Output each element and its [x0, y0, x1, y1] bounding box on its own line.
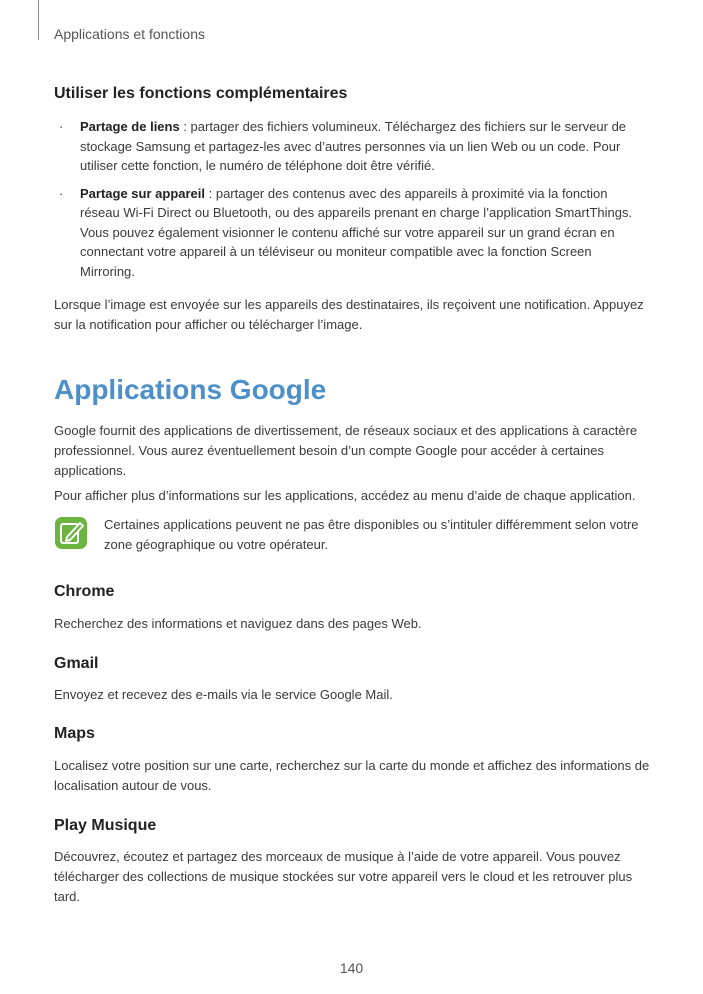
bullet-term: Partage sur appareil [80, 185, 205, 201]
app-title-play-music: Play Musique [54, 817, 157, 834]
list-item [54, 117, 644, 176]
header-rule [38, 0, 39, 40]
google-intro: Google fournit des applications de divertissement, de réseaux sociaux et des applications à caractère professionnel. Vous aurez éventuellement besoin d’un compte Google pour accéder à certaines applications. [54, 423, 638, 478]
bullet-text: : partager des fichiers volumineux. Téléchargez des fichiers sur le serveur de stockage Samsung et partagez-les avec d’autres personnes via un lien Web ou un code. Pour utiliser cette fonction, le numéro de téléphone doit être vérifié. [80, 119, 627, 173]
note-pen-icon [54, 516, 88, 550]
section-title: Utiliser les fonctions complémentaires [54, 85, 348, 102]
app-desc-chrome: Recherchez des informations et naviguez dans des pages Web. [54, 616, 422, 631]
app-desc-gmail: Envoyez et recevez des e-mails via le service Google Mail. [54, 687, 393, 702]
bullet-list [54, 117, 644, 289]
google-apps-title: Applications Google [54, 374, 327, 405]
note-text: Certaines applications peuvent ne pas être disponibles ou s’intituler différemment selon votre zone géographique ou votre opérateur. [104, 517, 639, 552]
app-title-maps: Maps [54, 725, 95, 742]
header-title: Applications et fonctions [54, 26, 205, 42]
app-desc-play-music: Découvrez, écoutez et partagez des morceaux de musique à l’aide de votre appareil. Vous pouvez télécharger des collections de musique stockées sur votre appareil vers le cloud et les retrouver plus tard. [54, 849, 633, 904]
page-number: 140 [339, 960, 364, 976]
list-item [54, 184, 644, 282]
notification-paragraph: Lorsque l’image est envoyée sur les appareils des destinataires, ils reçoivent une notification. Appuyez sur la notification pour afficher ou télécharger l’image. [54, 297, 644, 332]
bullet-term: Partage de liens [80, 119, 180, 134]
google-help: Pour afficher plus d’informations sur les applications, accédez au menu d’aide de chaque application. [54, 488, 636, 503]
app-title-gmail: Gmail [54, 655, 99, 672]
bullet-dot: · [59, 185, 64, 201]
app-title-chrome: Chrome [54, 583, 115, 600]
app-desc-maps: Localisez votre position sur une carte, recherchez sur la carte du monde et affichez des informations de localisation autour de vous. [54, 758, 650, 793]
bullet-dot: · [59, 119, 64, 134]
bullet-text: : partager des contenus avec des appareils à proximité via la fonction réseau Wi-Fi Direct ou Bluetooth, ou des appareils prenant en charge l’application SmartThings. Vous pouvez également visionner le contenu affiché sur votre appareil sur un grand écran en connectant votre appareil à un téléviseur ou moniteur compatible avec la fonction Screen Mirroring. [80, 185, 633, 279]
